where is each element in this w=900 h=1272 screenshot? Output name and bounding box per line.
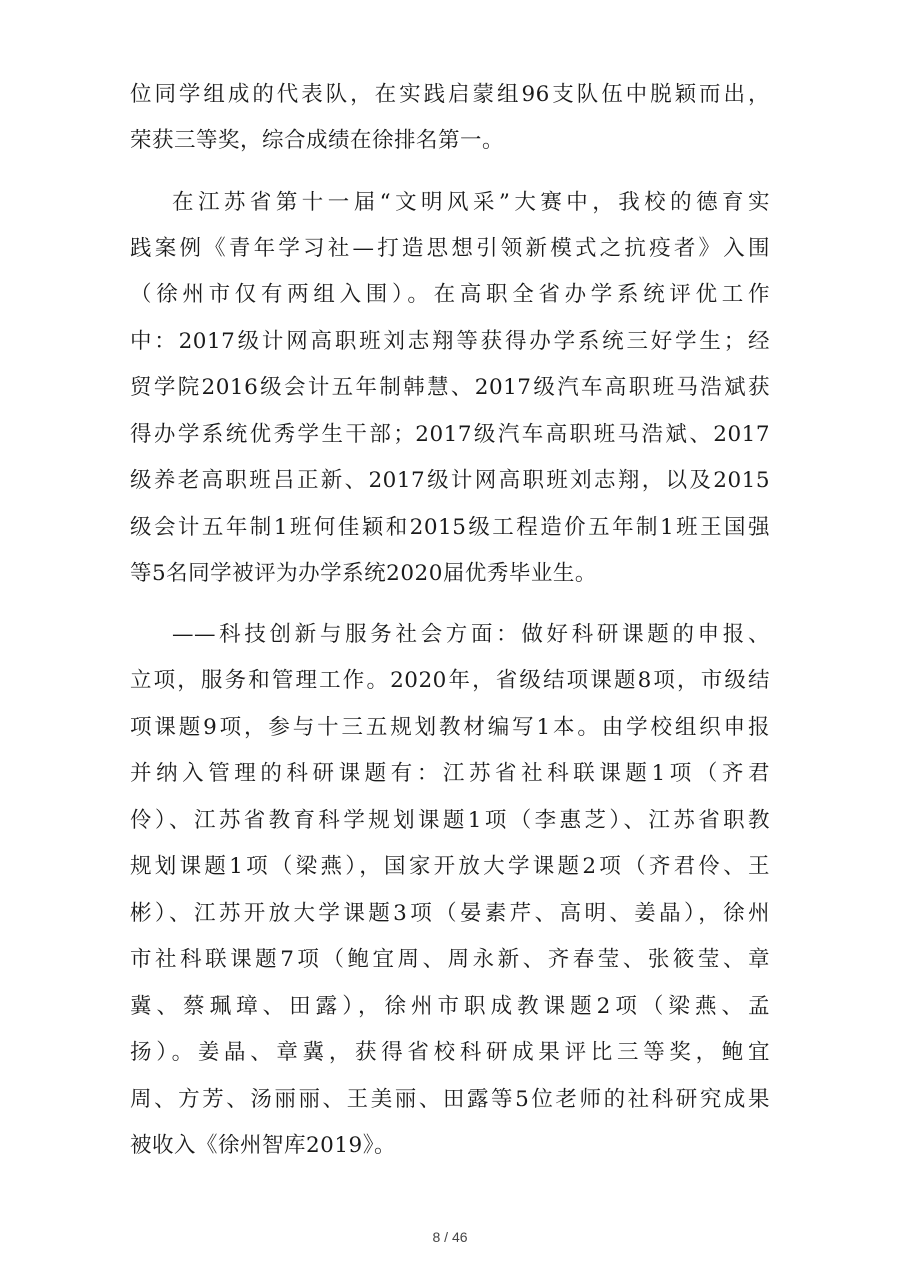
- paragraph-line: 级会计五年制1班何佳颖和2015级工程造价五年制1班王国强: [130, 515, 770, 540]
- paragraph-line: 市社科联课题7项（鲍宜周、周永新、齐春莹、张筱莹、章: [130, 947, 770, 972]
- paragraph-line: 在江苏省第十一届“文明风采”大赛中，我校的德育实: [172, 190, 770, 215]
- paragraph-line: 践案例《青年学习社—打造思想引领新模式之抗疫者》入围: [130, 236, 770, 261]
- paragraph-line: ——科技创新与服务社会方面：做好科研课题的申报、: [172, 622, 770, 647]
- paragraph-line: 并纳入管理的科研课题有：江苏省社科联课题1项（齐君: [130, 761, 770, 786]
- paragraph-line: 彬）、江苏开放大学课题3项（晏素芹、高明、姜晶），徐州: [130, 901, 770, 926]
- paragraph-line: （徐州市仅有两组入围）。在高职全省办学系统评优工作: [130, 282, 770, 307]
- paragraph-line: 等5名同学被评为办学系统2020届优秀毕业生。: [130, 561, 597, 586]
- paragraph-line: 位同学组成的代表队，在实践启蒙组96支队伍中脱颖而出，: [130, 82, 770, 107]
- paragraph-line: 级养老高职班吕正新、2017级计网高职班刘志翔，以及2015: [130, 468, 770, 493]
- paragraph-line: 立项，服务和管理工作。2020年，省级结项课题8项，市级结: [130, 668, 770, 693]
- paragraph-line: 贸学院2016级会计五年制韩慧、2017级汽车高职班马浩斌获: [130, 375, 770, 400]
- paragraph-line: 项课题9项，参与十三五规划教材编写1本。由学校组织申报: [130, 715, 770, 740]
- paragraph-line: 伶）、江苏省教育科学规划课题1项（李惠芝）、江苏省职教: [130, 808, 770, 833]
- paragraph-line: 规划课题1项（梁燕），国家开放大学课题2项（齐君伶、王: [130, 854, 770, 879]
- paragraph-line: 冀、蔡珮璋、田露），徐州市职成教课题2项（梁燕、孟: [130, 994, 770, 1019]
- paragraph-line: 得办学系统优秀学生干部；2017级汽车高职班马浩斌、2017: [130, 422, 770, 447]
- page-indicator: 8 / 46: [432, 1229, 468, 1245]
- paragraph-line: 被收入《徐州智库2019》。: [130, 1133, 396, 1158]
- paragraph-line: 扬）。姜晶、章冀，获得省校科研成果评比三等奖，鲍宜: [130, 1040, 770, 1065]
- paragraph-line: 荣获三等奖，综合成绩在徐排名第一。: [130, 128, 505, 153]
- paragraph-line: 周、方芳、汤丽丽、王美丽、田露等5位老师的社科研究成果: [130, 1087, 770, 1112]
- paragraph-line: 中：2017级计网高职班刘志翔等获得办学系统三好学生；经: [130, 329, 770, 354]
